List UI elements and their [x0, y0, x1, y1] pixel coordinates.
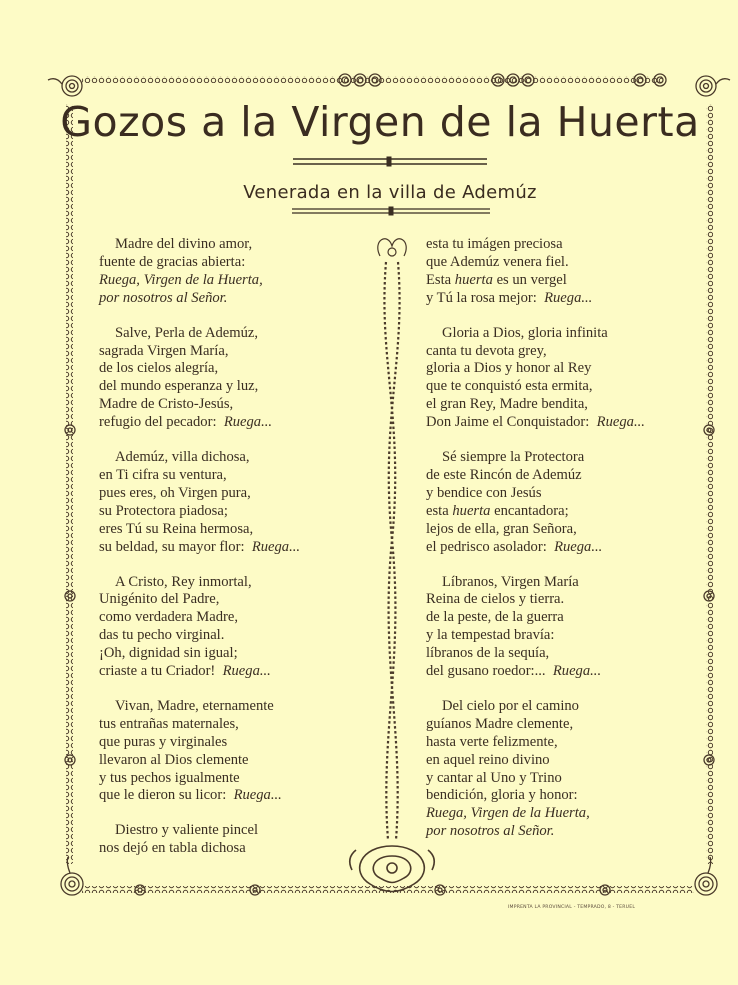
right-column: [426, 236, 696, 858]
verse-line: en Ti cifra su ventura,: [99, 466, 227, 483]
verse-line: esta tu imágen preciosa: [426, 236, 563, 252]
verse-line: das tu pecho virginal.: [99, 627, 225, 644]
verse-line: Esta huerta es un vergel: [426, 271, 567, 288]
verse-line: y tus pechos igualmente: [99, 769, 240, 786]
verse-line: nos dejó en tabla dichosa: [99, 840, 246, 857]
refrain-cue: Ruega...: [233, 787, 282, 804]
stanza: [99, 822, 369, 858]
refrain-line: Ruega, Virgen de la Huerta,: [426, 805, 590, 822]
page-subtitle: Venerada en la villa de Ademúz: [243, 182, 537, 203]
stanza: [426, 698, 696, 841]
verse-line: ¡Oh, dignidad sin igual;: [99, 645, 238, 662]
stanza: [426, 236, 696, 308]
verse-line: A Cristo, Rey inmortal,: [115, 573, 252, 590]
verse-line: hasta verte felizmente,: [426, 733, 558, 750]
verse-line: que te conquistó esta ermita,: [426, 378, 593, 395]
verse-line: del mundo esperanza y luz,: [99, 378, 259, 395]
stanza: [99, 325, 369, 432]
verse-line: del gusano roedor:... Ruega...: [426, 663, 602, 680]
verse-line: Madre del divino amor,: [115, 236, 253, 252]
refrain-cue: Ruega...: [544, 289, 593, 306]
refrain-line: por nosotros al Señor.: [99, 289, 228, 306]
verse-line: el gran Rey, Madre bendita,: [426, 396, 588, 413]
emphasis-word: huerta: [452, 502, 491, 519]
right-border: [706, 104, 713, 864]
refrain-cue: Ruega...: [596, 414, 645, 431]
verse-line: como verdadera Madre,: [99, 609, 238, 626]
verse-line: Vivan, Madre, eternamente: [115, 697, 274, 714]
verse-line: sagrada Virgen María,: [99, 342, 229, 359]
stanza: [99, 236, 369, 308]
verse-line: tus entrañas maternales,: [99, 715, 239, 732]
verse-line: de los cielos alegría,: [99, 360, 219, 377]
stanza: [426, 574, 696, 681]
verse-line: llevaron al Dios clemente: [99, 751, 249, 768]
verse-line: refugio del pecador: Ruega...: [99, 414, 273, 431]
verse-line: gloria a Dios y honor al Rey: [426, 360, 592, 377]
stanza: [99, 574, 369, 681]
verse-line: guíanos Madre clemente,: [426, 715, 574, 732]
verse-line: fuente de gracias abierta:: [99, 253, 246, 270]
verse-line: Del cielo por el camino: [442, 697, 579, 714]
emphasis-word: huerta: [454, 271, 493, 288]
verse-line: de la peste, de la guerra: [426, 609, 564, 626]
page-title: Gozos a la Virgen de la Huerta: [60, 98, 700, 146]
verse-line: Reina de cielos y tierra.: [426, 591, 565, 608]
verse-line: bendición, gloria y honor:: [426, 787, 578, 804]
refrain-line: por nosotros al Señor.: [426, 823, 555, 840]
printer-imprint: IMPRENTA LA PROVINCIAL - TEMPRADO, 8 - TERUEL: [508, 905, 636, 910]
verse-line: su Protectora piadosa;: [99, 502, 228, 519]
refrain-line: Ruega, Virgen de la Huerta,: [99, 271, 263, 288]
refrain-cue: Ruega...: [223, 414, 273, 431]
verse-line: criaste a tu Criador! Ruega...: [99, 663, 271, 680]
left-column: [99, 236, 369, 875]
verse-line: Líbranos, Virgen María: [442, 573, 579, 590]
stanza: [99, 449, 369, 556]
verse-line: esta huerta encantadora;: [426, 502, 569, 519]
verse-line: eres Tú su Reina hermosa,: [99, 520, 254, 537]
verse-line: Diestro y valiente pincel: [115, 822, 259, 839]
verse-line: que Ademúz venera fiel.: [426, 253, 569, 270]
verse-line: de este Rincón de Ademúz: [426, 466, 582, 483]
stanza: [426, 325, 696, 432]
verse-line: Unigénito del Padre,: [99, 591, 220, 608]
stanza: [99, 698, 369, 805]
verse-line: Salve, Perla de Ademúz,: [115, 324, 259, 341]
verse-line: Sé siempre la Protectora: [442, 449, 585, 466]
verse-line: y la tempestad bravía:: [426, 627, 555, 644]
verse-line: Madre de Cristo-Jesús,: [99, 396, 234, 413]
left-border: [66, 104, 73, 864]
verse-line: y Tú la rosa mejor: Ruega...: [426, 289, 593, 306]
verse-line: Gloria a Dios, gloria infinita: [442, 324, 608, 341]
verse-line: que puras y virginales: [99, 733, 228, 750]
refrain-cue: Ruega...: [552, 663, 602, 680]
verse-line: su beldad, su mayor flor: Ruega...: [99, 538, 301, 555]
refrain-cue: Ruega...: [222, 663, 271, 680]
refrain-cue: Ruega...: [251, 538, 301, 555]
verse-line: y cantar al Uno y Trino: [426, 769, 562, 786]
verse-line: canta tu devota grey,: [426, 342, 547, 359]
verse-line: que le dieron su licor: Ruega...: [99, 787, 282, 804]
verse-line: lejos de ella, gran Señora,: [426, 520, 577, 537]
stanza: [426, 449, 696, 556]
verse-line: Ademúz, villa dichosa,: [115, 449, 250, 466]
verse-line: en aquel reino divino: [426, 751, 550, 768]
verse-line: líbranos de la sequía,: [426, 645, 550, 662]
refrain-cue: Ruega...: [554, 538, 603, 555]
verse-line: el pedrisco asolador: Ruega...: [426, 538, 603, 555]
central-chain-divider: [378, 239, 406, 840]
verse-line: Don Jaime el Conquistador: Ruega...: [426, 414, 645, 431]
verse-line: pues eres, oh Virgen pura,: [99, 484, 251, 501]
verse-line: y bendice con Jesús: [426, 484, 542, 501]
